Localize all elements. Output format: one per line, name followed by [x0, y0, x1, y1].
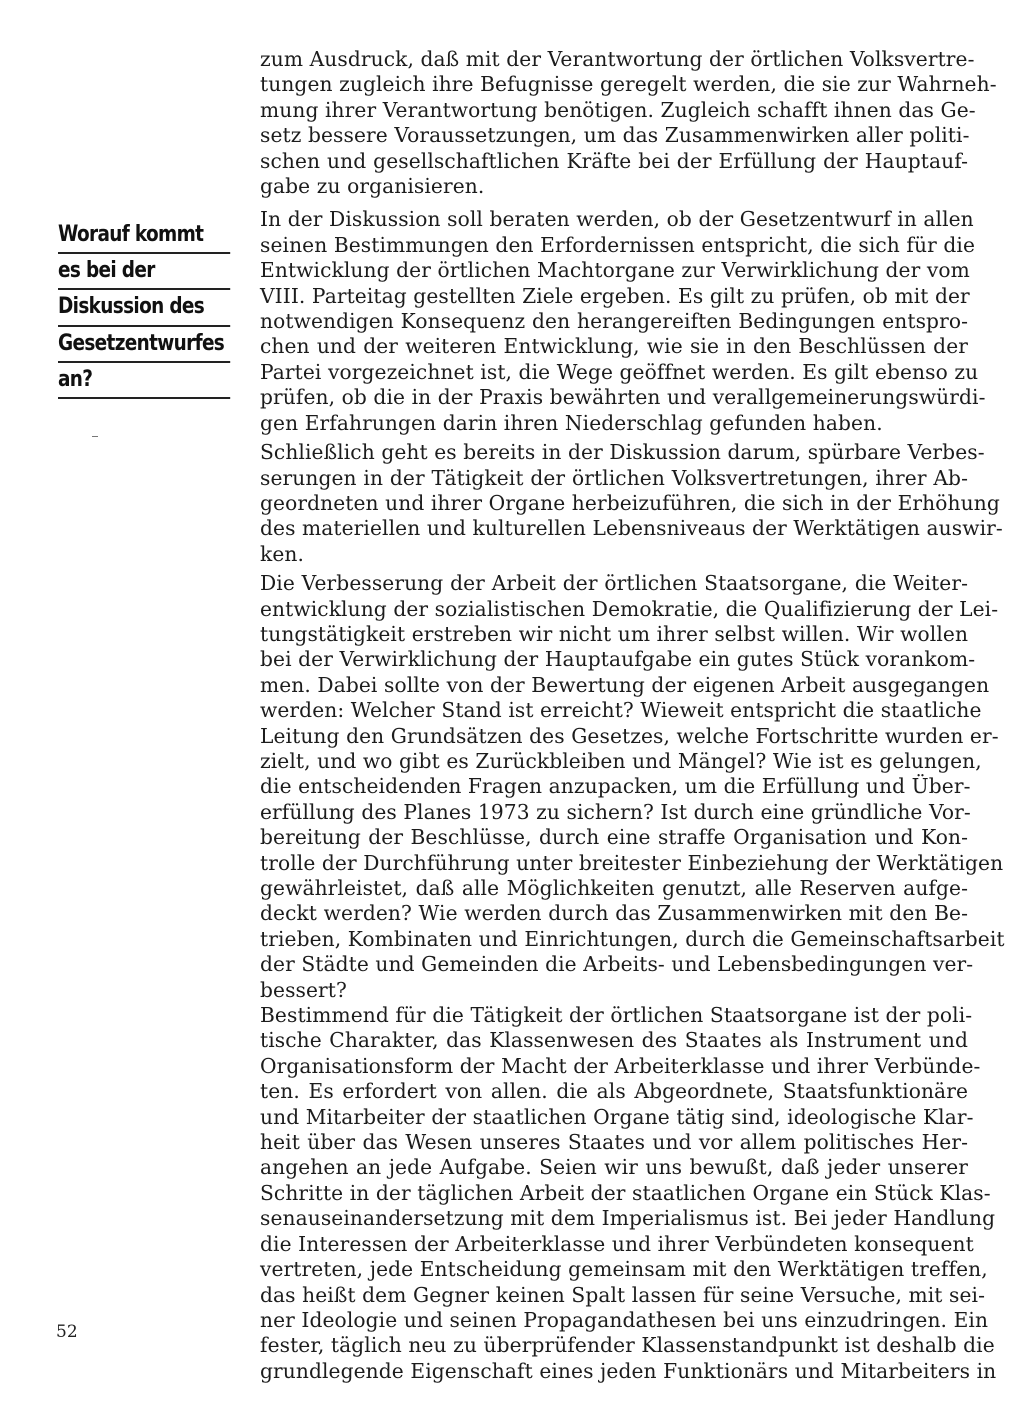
- text-line: das heißt dem Gegner keinen Spalt lassen für seine Versuche, mit sei-: [260, 1282, 986, 1307]
- text-line: bei der Verwirklichung der Hauptaufgabe ein gutes Stück vorankom-: [260, 647, 976, 672]
- paragraph-3: [260, 440, 1003, 567]
- text-line: geordneten und ihrer Organe herbeizuführen, die sich in der Erhöhung: [260, 490, 1000, 515]
- text-line: men. Dabei sollte von der Bewertung der eigenen Arbeit ausgegangen: [260, 672, 990, 697]
- text-line: prüfen, ob die in der Praxis bewährten und verallgemeinerungswürdi-: [260, 385, 986, 410]
- paragraph-1: [260, 47, 997, 199]
- text-line: tungen zugleich ihre Befugnisse geregelt werden, die sie zur Wahrneh-: [260, 72, 997, 97]
- text-line: werden: Welcher Stand ist erreicht? Wieweit entspricht die staatliche: [260, 698, 982, 723]
- text-line: seinen Bestimmungen den Erfordernissen entspricht, die sich für die: [260, 232, 975, 257]
- text-line: Schritte in der täglichen Arbeit der staatlichen Organe ein Stück Klas-: [260, 1180, 991, 1205]
- text-line: mung ihrer Verantwortung benötigen. Zugleich schafft ihnen das Ge-: [260, 97, 976, 122]
- text-line: grundlegende Eigenschaft eines jeden Funktionärs und Mitarbeiters in: [260, 1358, 997, 1383]
- text-line: erfüllung des Planes 1973 zu sichern? Ist durch eine gründliche Vor-: [260, 799, 971, 824]
- text-line: VIII. Parteitag gestellten Ziele ergeben. Es gilt zu prüfen, ob mit der: [260, 283, 970, 308]
- text-line: der Städte und Gemeinden die Arbeits- und Lebensbedingungen ver-: [260, 952, 974, 977]
- text-line: trolle der Durchführung unter breitester Einbeziehung der Werktätigen: [260, 850, 1004, 875]
- paragraph-5: [260, 1003, 997, 1384]
- text-line: In der Diskussion soll beraten werden, ob der Gesetzentwurf in allen: [260, 207, 974, 232]
- text-line: Leitung den Grundsätzen des Gesetzes, welche Fortschritte wurden er-: [260, 723, 999, 748]
- text-line: und Mitarbeiter der staatlichen Organe tätig sind, ideologische Klar-: [260, 1104, 974, 1129]
- paragraph-2: [260, 207, 986, 436]
- text-line: zielt, und wo gibt es Zurückbleiben und Mängel? Wie ist es gelungen,: [260, 748, 982, 773]
- text-line: Entwicklung der örtlichen Machtorgane zur Verwirklichung der vom: [260, 258, 970, 283]
- text-line: ken.: [260, 541, 304, 566]
- text-line: Die Verbesserung der Arbeit der örtlichen Staatsorgane, die Weiter-: [260, 571, 968, 596]
- marginal-heading-line: es bei der: [58, 254, 230, 290]
- text-line: Schließlich geht es bereits in der Diskussion darum, spürbare Verbes-: [260, 440, 985, 465]
- text-line: notwendigen Konsequenz den herangereiften Bedingungen entspro-: [260, 309, 968, 334]
- text-line: die entscheidenden Fragen anzupacken, um die Erfüllung und Über-: [260, 774, 971, 799]
- text-line: trieben, Kombinaten und Einrichtungen, durch die Gemeinschaftsarbeit: [260, 926, 1005, 951]
- text-line: bereitung der Beschlüsse, durch eine straffe Organisation und Kon-: [260, 825, 968, 850]
- text-line: chen und der weiteren Entwicklung, wie sie in den Beschlüssen der: [260, 334, 968, 359]
- text-line: tische Charakter, das Klassenwesen des Staates als Instrument und: [260, 1028, 968, 1053]
- marginal-heading-line: Gesetzentwurfes: [58, 327, 230, 363]
- text-line: schen und gesellschaftlichen Kräfte bei der Erfüllung der Hauptauf-: [260, 148, 968, 173]
- text-line: senauseinandersetzung mit dem Imperialismus ist. Bei jeder Handlung: [260, 1206, 996, 1231]
- marginal-heading-line: an?: [58, 363, 230, 399]
- text-line: setz bessere Voraussetzungen, um das Zusammenwirken aller politi-: [260, 123, 970, 148]
- text-line: zum Ausdruck, daß mit der Verantwortung der örtlichen Volksvertre-: [260, 47, 975, 71]
- text-line: Bestimmend für die Tätigkeit der örtlichen Staatsorgane ist der poli-: [260, 1003, 973, 1028]
- text-line: heit über das Wesen unseres Staates und vor allem politisches Her-: [260, 1130, 968, 1155]
- paragraph-4: [260, 571, 1005, 1003]
- text-line: gen Erfahrungen darin ihren Niederschlag gefunden haben.: [260, 410, 883, 435]
- text-line: vertreten, jede Entscheidung gemeinsam mit den Werktätigen treffen,: [260, 1257, 988, 1282]
- marginal-heading-line: Diskussion des: [58, 290, 230, 326]
- text-line: angehen an jede Aufgabe. Seien wir uns bewußt, daß jeder unserer: [260, 1155, 968, 1180]
- text-line: entwicklung der sozialistischen Demokratie, die Qualifizierung der Lei-: [260, 596, 999, 621]
- text-line: ten. Es erfordert von allen. die als Abgeordnete, Staatsfunktionäre: [260, 1079, 968, 1104]
- page-number: 52: [56, 1322, 78, 1342]
- text-line: Organisationsform der Macht der Arbeiterklasse und ihrer Verbünde-: [260, 1053, 981, 1078]
- text-line: gewährleistet, daß alle Möglichkeiten genutzt, alle Reserven aufge-: [260, 876, 968, 900]
- text-line: fester, täglich neu zu überprüfender Klassenstandpunkt ist deshalb die: [260, 1333, 995, 1358]
- text-line: die Interessen der Arbeiterklasse und ihrer Verbündeten konsequent: [260, 1231, 974, 1256]
- main-text-column: [260, 47, 1005, 1384]
- text-line: gabe zu organisieren.: [260, 174, 485, 199]
- marginal-heading: [58, 218, 225, 399]
- text-line: bessert?: [260, 977, 347, 1002]
- text-line: deckt werden? Wie werden durch das Zusammenwirken mit den Be-: [260, 901, 968, 926]
- print-speck: [92, 436, 98, 437]
- text-line: ner Ideologie und seinen Propagandathesen bei uns einzudringen. Ein: [260, 1307, 989, 1332]
- text-line: des materiellen und kulturellen Lebensniveaus der Werktätigen auswir-: [260, 516, 1003, 541]
- text-line: serungen in der Tätigkeit der örtlichen Volksvertretungen, ihrer Ab-: [260, 465, 968, 490]
- text-line: Partei vorgezeichnet ist, die Wege geöffnet werden. Es gilt ebenso zu: [260, 359, 979, 384]
- marginal-heading-line: Worauf kommt: [58, 218, 230, 254]
- text-line: tungstätigkeit erstreben wir nicht um ihrer selbst willen. Wir wollen: [260, 621, 969, 646]
